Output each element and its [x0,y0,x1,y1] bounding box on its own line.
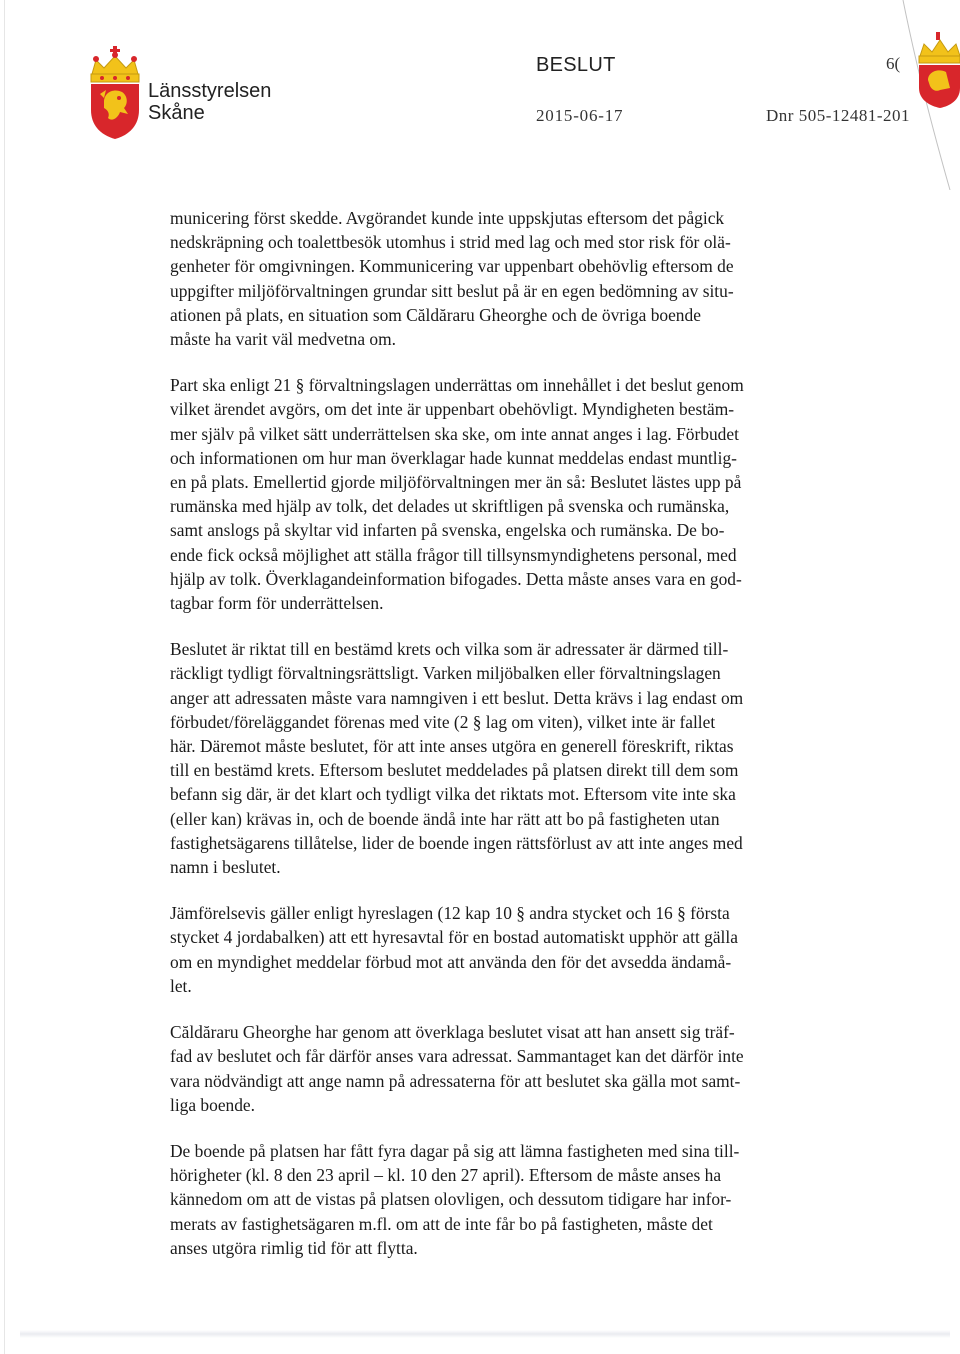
paragraph-line: förbudet/föreläggandet förenas med vite (2 § lag om viten), vilket inte är fallet [170,711,716,732]
paragraph-line: De boende på platsen har fått fyra dagar på sig att lämna fastigheten med sina till- [170,1140,740,1161]
paragraph-line: vara nödvändigt att ange namn på adressaterna för att beslutet ska gälla mot samt- [170,1070,741,1091]
organization-line-1: Länsstyrelsen [148,80,272,102]
paragraph-line: och informationen om hur man överklagar hade kunnat meddelas endast muntlig- [170,447,737,468]
paragraph-line: genheter för omgivningen. Kommunicering var uppenbart obehövlig eftersom de [170,256,734,277]
paragraph-line: let. [170,975,192,996]
organization-line-2: Skåne [148,102,205,124]
paragraph-line: uppgifter miljöförvaltningen grundar sitt beslut på är en egen bedömning av situ- [170,280,734,301]
paragraph-line: Căldăraru Gheorghe har genom att överklaga beslutet visat att han ansett sig träf- [170,1022,735,1043]
paragraph-line: ende fick också möjlighet att ställa frågor till tillsynsmyndighetens personal, med [170,544,737,565]
document-date: 2015-06-17 [536,106,624,125]
paragraph-line: fastighetsägarens tillåtelse, lider de boende ingen rättsförlust av att inte anges med [170,832,743,853]
paragraph-line: nedskräpning och toalettbesök utomhus i strid med lag och med stor risk för olä- [170,232,731,253]
paragraph-line: anses utgöra rimlig tid för att flytta. [170,1237,418,1258]
paragraph-line: mer själv på vilket sätt underrättelsen ska ske, om inte annat anges i lag. Förbudet [170,423,739,444]
paragraph-line: befann sig där, är det klart och tydligt vilka det riktats mot. Eftersom vite inte ska [170,784,736,805]
paragraph-line: (eller kan) krävas in, och de boende ändå inte har rätt att bo på fastigheten utan [170,808,720,829]
document-type: BESLUT [536,54,616,76]
paragraph-line: kännedom om att de vistas på platsen olovligen, och dessutom tidigare har infor- [170,1189,732,1210]
paragraph-line: här. Däremot måste beslutet, för att inte anses utgöra en generell föreskrift, riktas [170,736,734,757]
paragraph-line: måste ha varit väl medvetna om. [170,329,397,350]
paragraph-line: samt anslogs på skyltar vid infarten på svenska, engelska och rumänska. De bo- [170,520,725,541]
organization-name [148,80,271,124]
paragraph-line: anger att adressaten måste vara namngiven i ett beslut. Detta krävs i lag endast om [170,687,744,708]
registration-number: Dnr 505-12481-201 [766,106,911,125]
paragraph-line: Beslutet är riktat till en bestämd krets och vilka som är adressater är därmed till- [170,639,729,660]
paragraph-line: Jämförelsevis gäller enligt hyreslagen (12 kap 10 § andra stycket och 16 § första [170,903,730,924]
body-paragraph [170,637,830,879]
crest-logo-icon [88,44,142,140]
paragraph-line: ationen på plats, en situation som Căldăraru Gheorghe och de övriga boende [170,304,701,325]
paragraph-line: stycket 4 jordabalken) att ett hyresavtal för en bostad automatiskt upphör att gälla [170,927,738,948]
body-paragraph [170,1020,830,1117]
paragraph-line: hjälp av tolk. Överklagandeinformation bifogades. Detta måste anses vara en god- [170,568,742,589]
page-number: 6( [886,54,901,73]
paragraph-line: liga boende. [170,1094,255,1115]
paragraph-line: tagbar form för underrättelsen. [170,593,384,614]
body-paragraph [170,901,830,998]
paragraph-line: namn i beslutet. [170,857,281,878]
scan-bottom-band [20,1330,950,1338]
scan-edge-line [4,0,5,1354]
paragraph-line: en på plats. Emellertid gjorde miljöförvaltningen mer än så: Beslutet lästes upp på [170,472,742,493]
paragraph-line: merats av fastighetsägaren m.fl. om att de inte får bo på fastigheten, måste det [170,1213,713,1234]
paragraph-line: municering först skedde. Avgörandet kunde inte uppskjutas eftersom det pågick [170,208,725,228]
paragraph-line: fad av beslutet och får därför anses vara adressat. Sammantaget kan det därför inte [170,1046,744,1067]
paragraph-line: räckligt tydligt förvaltningsrättsligt. Varken miljöbalken eller förvaltningslagen [170,663,721,684]
document-body [170,206,830,1282]
corner-crest-icon [914,30,960,108]
paragraph-line: hörigheter (kl. 8 den 23 april – kl. 10 den 27 april). Eftersom de måste anses ha [170,1165,722,1186]
paragraph-line: om en myndighet meddelar förbud mot att använda den för det avsedda ändamå- [170,951,732,972]
paragraph-line: till en bestämd krets. Eftersom beslutet meddelades på platsen direkt till dem som [170,760,739,781]
body-paragraph [170,373,830,615]
body-paragraph [170,1139,830,1260]
paragraph-line: vilket ärendet avgörs, om det inte är uppenbart obehövligt. Myndigheten bestäm- [170,399,735,420]
body-paragraph [170,206,830,351]
paragraph-line: Part ska enligt 21 § förvaltningslagen underrättas om innehållet i det beslut genom [170,375,744,396]
paragraph-line: rumänska med hjälp av tolk, det delades ut skriftligen på svenska och rumänska, [170,496,730,517]
